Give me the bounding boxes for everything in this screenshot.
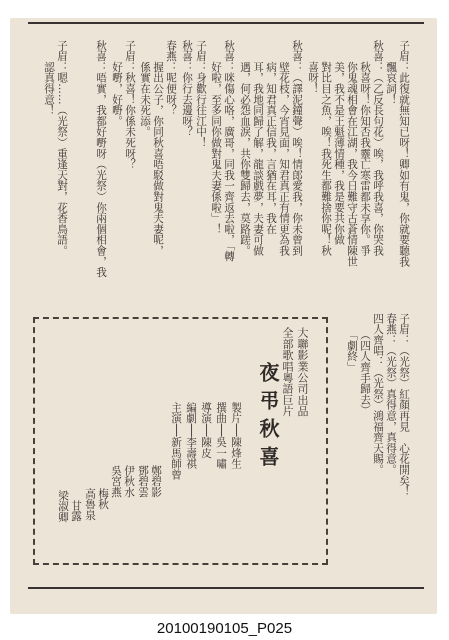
ending-column: 春燕：（光祭）真得意，真得意。 <box>385 313 397 475</box>
script-column: 係實在未死添。 <box>139 40 151 138</box>
script-column: 對比目之魚，唉！我死生都難捨你呢！秋 <box>320 40 332 256</box>
credit-role: 製片──陳烽生 <box>230 402 242 470</box>
script-column: 子眉：此復就無知已呀！卿如有鬼，你就要聽我 <box>398 40 410 267</box>
script-column: 認真得意！ <box>43 40 55 116</box>
archive-caption: 20100190105_P025 <box>156 620 293 637</box>
script-column: 秋喜：你行去邊呀？ <box>181 40 193 138</box>
script-column: 春燕：呢便呀？ <box>165 40 177 116</box>
film-title: 夜弔秋喜 <box>256 362 280 474</box>
script-column: 病，知君真正信我，言猶在耳，我在 <box>265 40 277 235</box>
top-rule <box>28 22 424 24</box>
script-column: 美，我不是王魁薄情種，我是要共你做 <box>333 40 345 246</box>
script-column: 耳，我地同歸了解，龍談戲夢，夫妻可做 <box>252 40 264 256</box>
script-column: 秋喜：（譯泥鐘聲）唉！情郎愛我，你未曾到 <box>291 40 303 256</box>
credit-role: 導演──陳皮 <box>200 402 212 459</box>
bottom-rule <box>28 587 424 589</box>
cast-name: 鄭碧影 <box>150 465 162 498</box>
cast-name: 高魯泉 <box>84 488 96 521</box>
credit-role: 撰曲──吳一嘯 <box>215 402 227 470</box>
script-column: 遇，何必怨血淚，共你雙歸去，莫路蹉。 <box>239 40 251 256</box>
cast-name: 梅秋 <box>97 488 109 510</box>
script-column: 秋喜：唔實，我都好嘢呀（光祭）你兩個相會，我 <box>95 40 107 278</box>
ending-column: 四人齊唱：（光祭）鴻福齊天賜。 <box>372 313 384 475</box>
script-column: 子眉：嗯……（光祭）重逢天對，花香鳥語。 <box>56 40 68 256</box>
cast-name: 吳宮燕 <box>110 465 122 498</box>
credit-role: 主演──新馬師曾 <box>170 402 182 480</box>
script-column: 子眉：秋喜！你係未死呀？ <box>124 40 136 170</box>
cast-name: 梁淑卿 <box>57 490 69 523</box>
company-line: 大聯影業公司出品 <box>296 327 309 417</box>
script-column: 好嘢，好嘢。 <box>111 40 123 127</box>
script-column: 握出公子，你同秋喜唔駁做對鬼夫妻呢， <box>152 40 164 256</box>
ending-column: 「劇終」 <box>346 313 358 373</box>
genre-line: 全部歌唱粵語巨片 <box>281 327 294 417</box>
credit-role: 編劇──李壽祺 <box>185 402 197 470</box>
script-column: 秋喜呀！你知否我靈亡寒雷都未享你。爭 <box>359 40 371 256</box>
script-column: 子眉：身歡行往江中！ <box>195 40 207 148</box>
cast-name: 鄧碧雲 <box>137 465 149 498</box>
script-column: 壁花枝，今宵見面，知君真正有情更為我 <box>278 40 290 256</box>
cast-name: 伊秋水 <box>123 465 135 498</box>
ending-column: （四人齊手歸去） <box>359 313 371 416</box>
script-column: 好啦，至多同你做對鬼夫妻係啦」！ <box>210 40 222 235</box>
ending-column: 子眉：（光祭）紅顏再見 心花開矣！ <box>398 313 410 497</box>
script-column: 秋喜：咪傷心咯，廣哥，同我一齊返去啦，「轉 <box>223 40 235 262</box>
script-column: 你鬼魂相會在江湖，我今日難守古蒼情陳世 <box>346 40 358 267</box>
script-column: 飄哀詞！ <box>385 40 397 105</box>
script-column: 秋喜：（乙反長句花）唉，我呼我喜，你哭我 <box>372 40 384 256</box>
cast-name: 甘露 <box>70 500 82 522</box>
script-column: 喜呀！ <box>307 40 319 94</box>
